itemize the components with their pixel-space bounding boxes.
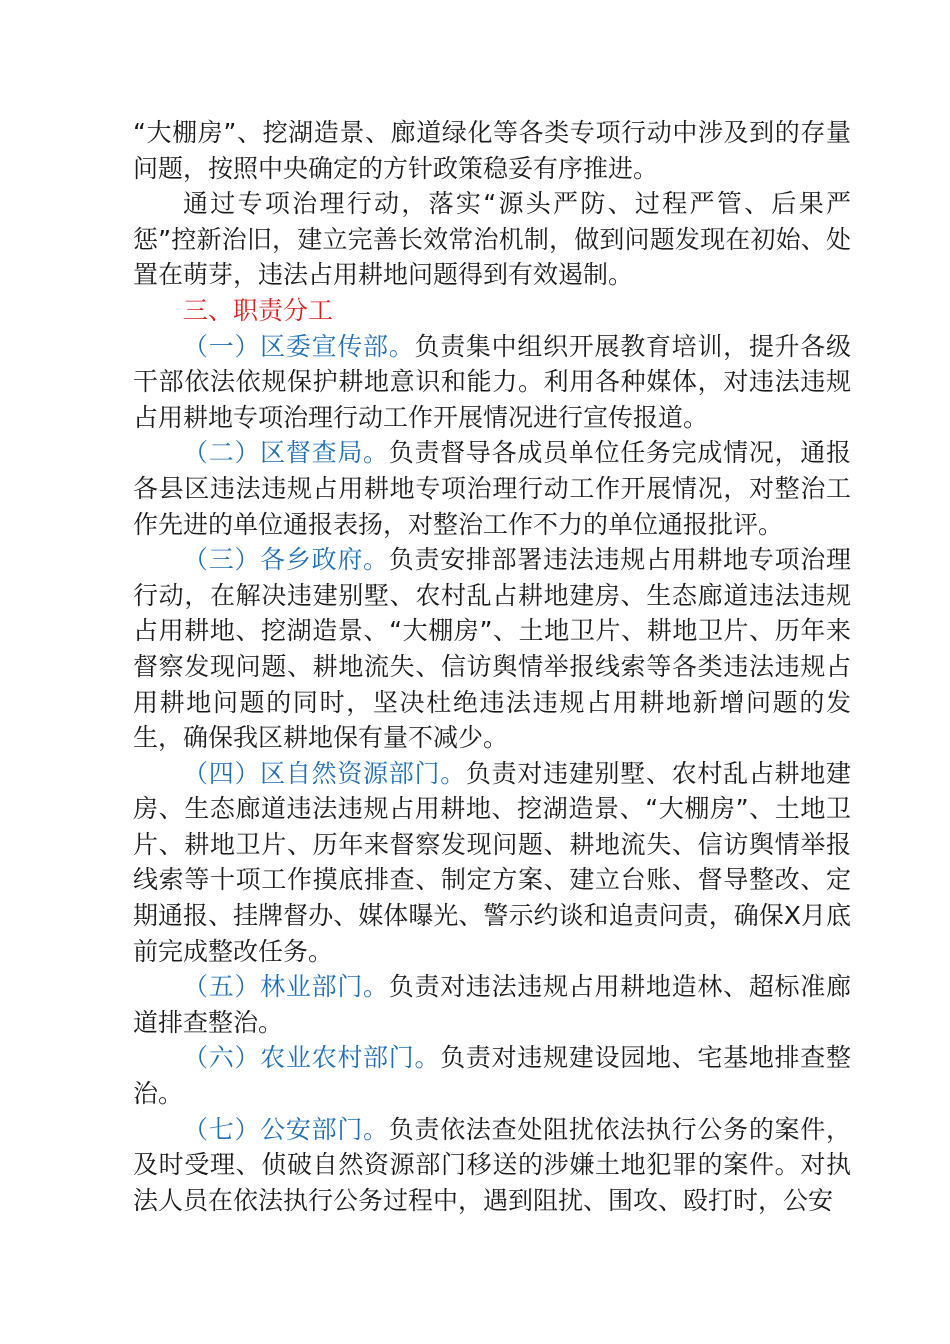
- duty-text: 负责对违规建设园地、宅基地排查整治。: [133, 1043, 851, 1109]
- section-heading: 三、职责分工: [183, 295, 334, 325]
- duty-label: （七）公安部门。: [183, 1114, 389, 1144]
- duty-text: 负责督导各成员单位任务完成情况，通报各县区违法违规占用耕地专项治理行动工作开展情况，对整治工作先进的单位通报表扬，对整治工作不力的单位通报批评。: [133, 438, 851, 539]
- duty-text: 负责对违建别墅、农村乱占耕地建房、生态廊道违法违规占用耕地、挖湖造景、“大棚房”、土地卫片、耕地卫片、历年来督察发现问题、耕地流失、信访舆情举报线索等十项工作摸底排查、制定方案、建立台账、督导整改、定期通报、挂牌督办、媒体曝光、警示约谈和追责问责，确保X月底前完成整改任务。: [133, 758, 851, 966]
- duty-text: 负责对违法违规占用耕地造林、超标准廊道排查整治。: [133, 972, 851, 1037]
- duty-label: （六）农业农村部门。: [183, 1043, 441, 1073]
- duty-item-3: [133, 542, 851, 756]
- duty-item-7: [133, 1112, 851, 1219]
- document-page: [133, 115, 851, 1218]
- duty-label: （三）各乡政府。: [183, 545, 389, 575]
- body-paragraph-1: “大棚房”、挖湖造景、廊道绿化等各类专项行动中涉及到的存量问题，按照中央确定的方针政策稳妥有序推进。: [133, 118, 851, 183]
- duty-item-5: [133, 969, 851, 1040]
- duty-text: 负责集中组织开展教育培训，提升各级干部依法依规保护耕地意识和能力。利用各种媒体，对违法违规占用耕地专项治理行动工作开展情况进行宣传报道。: [133, 331, 851, 432]
- duty-text: 负责安排部署违法违规占用耕地专项治理行动，在解决违建别墅、农村乱占耕地建房、生态廊道违法违规占用耕地、挖湖造景、“大棚房”、土地卫片、耕地卫片、历年来督察发现问题、耕地流失、信访舆情举报线索等各类违法违规占用耕地问题的同时，坚决杜绝违法违规占用耕地新增问题的发生，确保我区耕地保有量不减少。: [133, 545, 851, 753]
- duty-label: （五）林业部门。: [183, 972, 389, 1002]
- body-paragraph-2: 通过专项治理行动，落实“源头严防、过程严管、后果严惩”控新治旧，建立完善长效常治机制，做到问题发现在初始、处置在萌芽，违法占用耕地问题得到有效遏制。: [133, 189, 851, 290]
- duty-item-1: [133, 329, 851, 436]
- duty-item-6: [133, 1040, 851, 1111]
- duty-item-4: [133, 756, 851, 970]
- duty-text: 负责依法查处阻扰依法执行公务的案件，及时受理、侦破自然资源部门移送的涉嫌土地犯罪的案件。对执法人员在依法执行公务过程中，遇到阻扰、围攻、殴打时，公安: [133, 1114, 851, 1215]
- duty-label: （一）区委宣传部。: [183, 331, 415, 361]
- duty-label: （二）区督查局。: [183, 438, 389, 468]
- duty-item-2: [133, 435, 851, 542]
- duty-label: （四）区自然资源部门。: [183, 758, 466, 788]
